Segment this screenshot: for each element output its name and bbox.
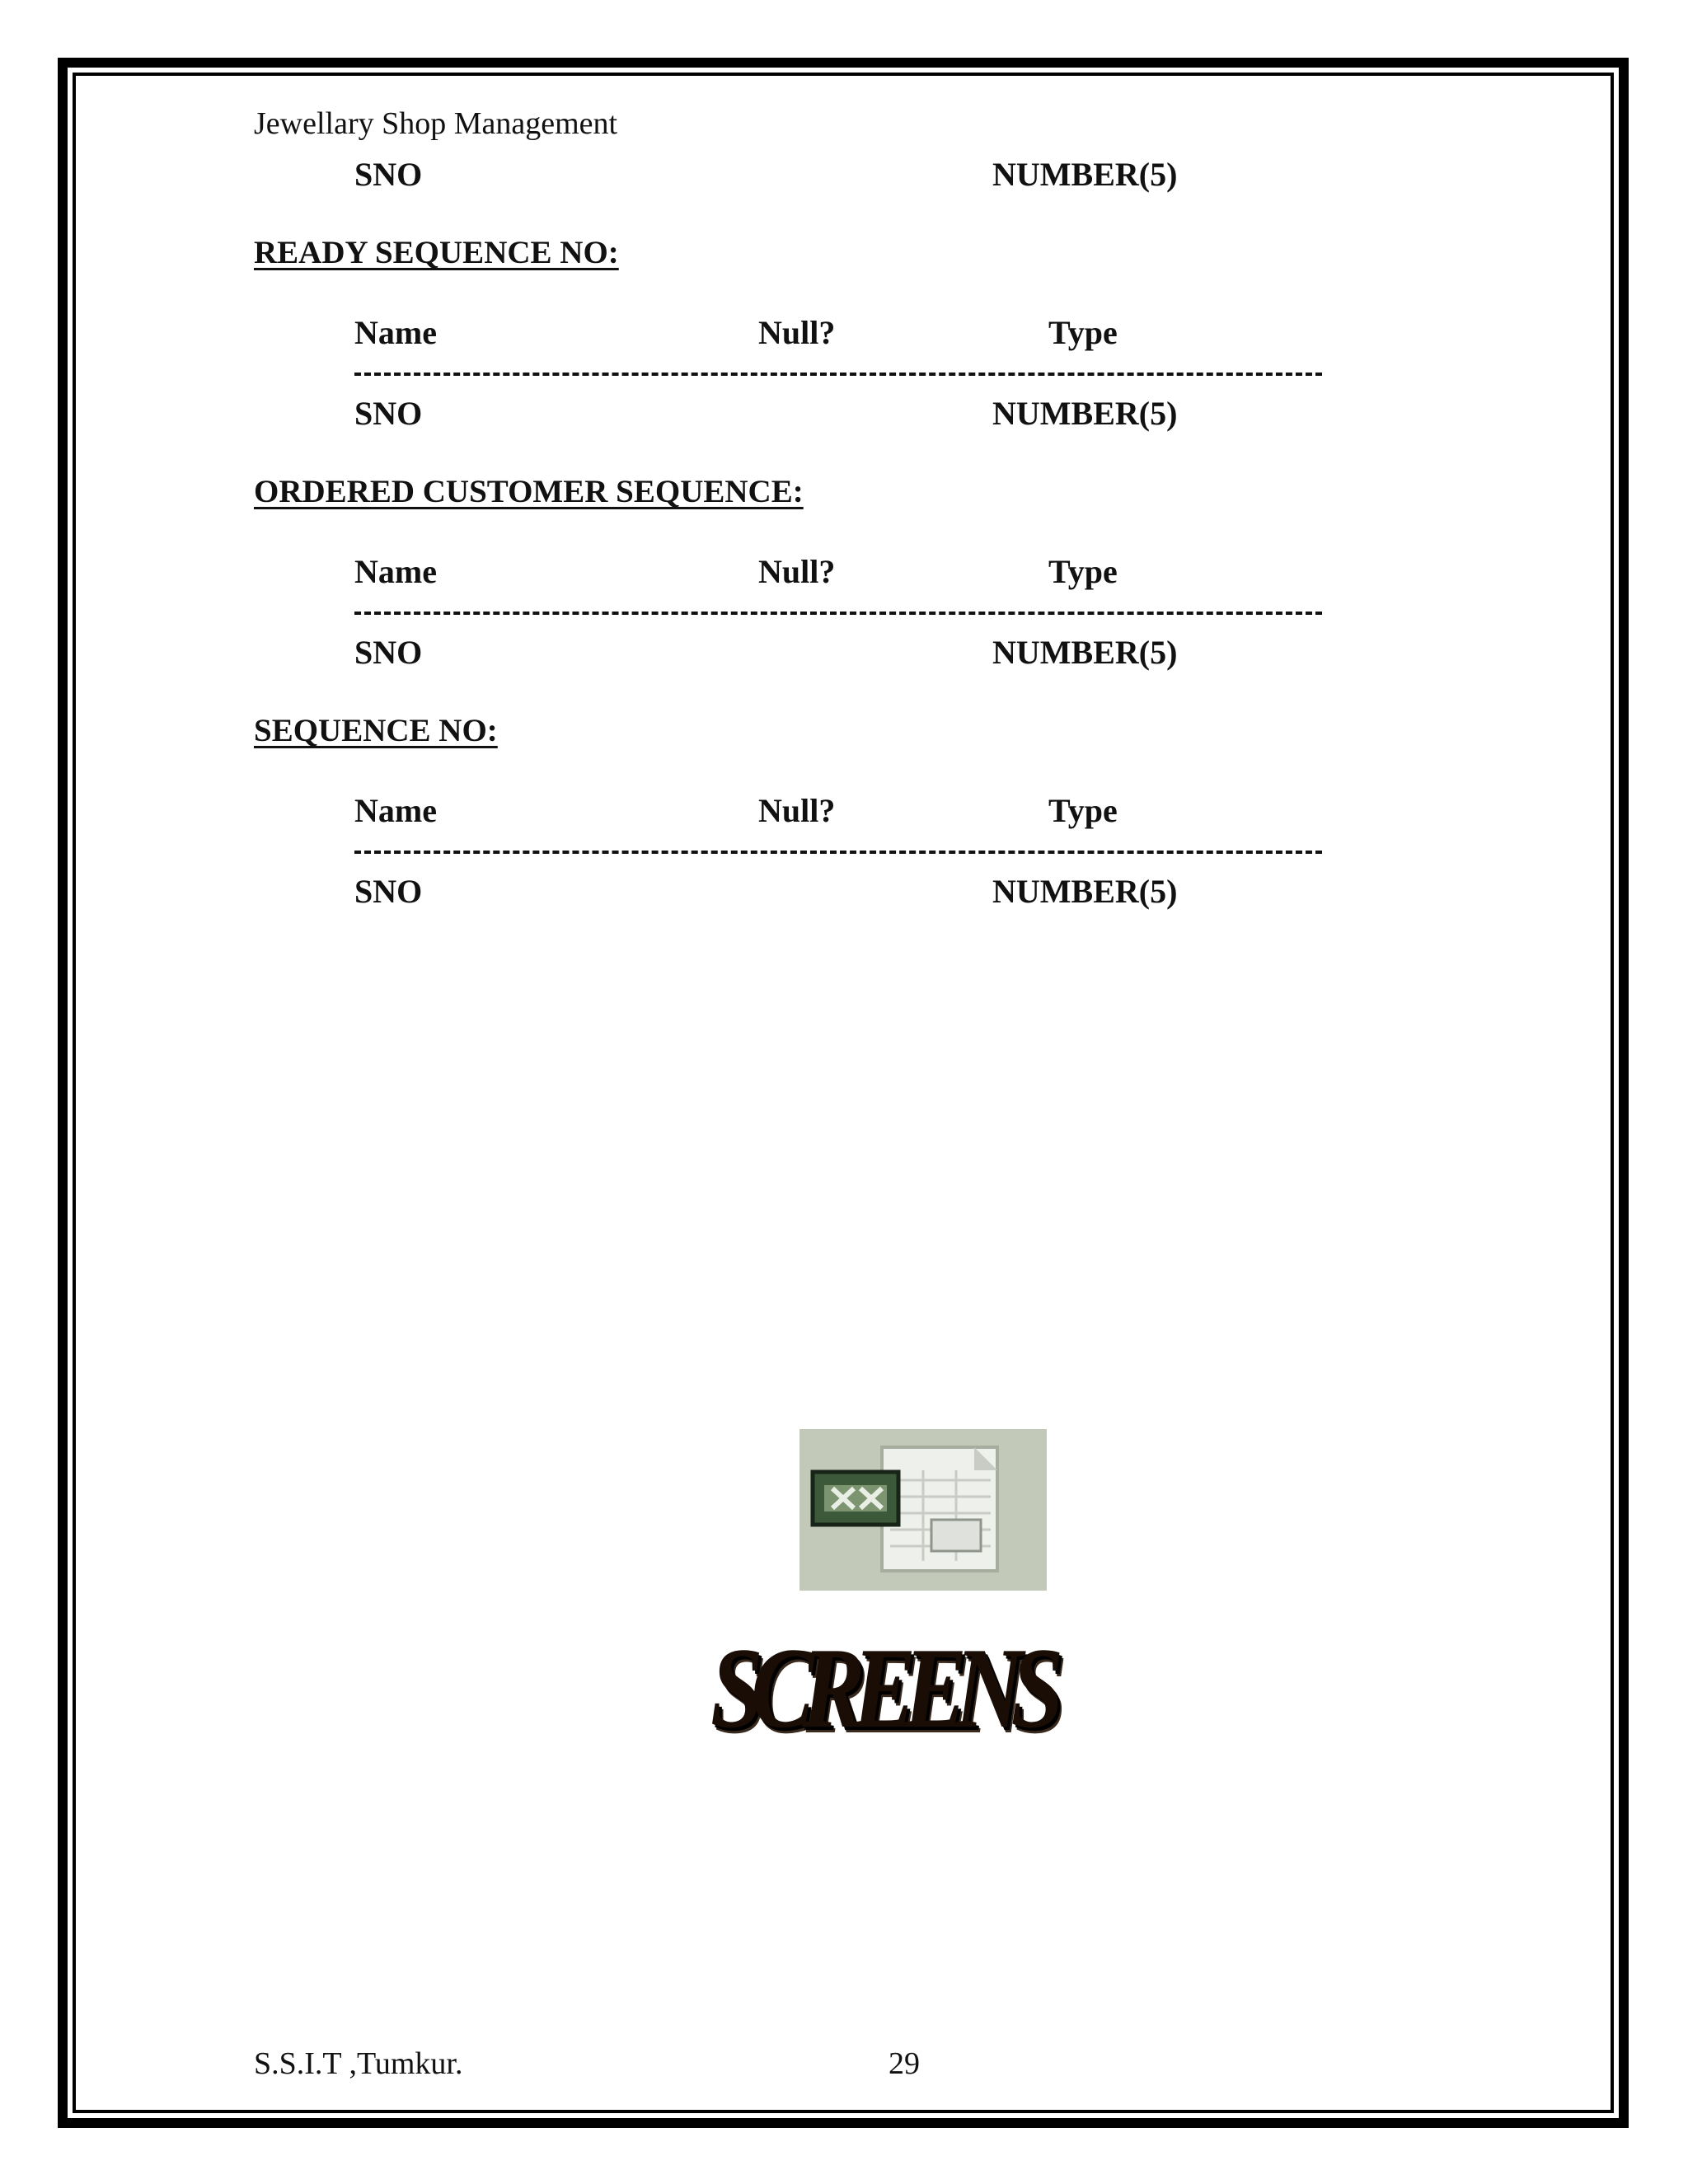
- header-divider: [354, 851, 1322, 854]
- row-name: SNO: [354, 634, 423, 671]
- spreadsheet-icon: [799, 1429, 1047, 1591]
- footer-institution: S.S.I.T ,Tumkur.: [254, 2046, 463, 2081]
- section-title-ordered-customer-sequence: ORDERED CUSTOMER SEQUENCE:: [254, 474, 804, 509]
- column-header-type: Type: [1048, 553, 1118, 590]
- row-name: SNO: [354, 395, 423, 432]
- top-row-type: NUMBER(5): [992, 156, 1178, 193]
- row-name: SNO: [354, 873, 423, 910]
- section-title-sequence-no: SEQUENCE NO:: [254, 713, 498, 748]
- row-type: NUMBER(5): [992, 395, 1178, 432]
- column-header-type: Type: [1048, 314, 1118, 351]
- column-header-null: Null?: [758, 314, 836, 351]
- header-divider: [354, 373, 1322, 376]
- section-title-ready-sequence: READY SEQUENCE NO:: [254, 235, 619, 270]
- header-divider: [354, 612, 1322, 615]
- page-number: 29: [889, 2046, 920, 2081]
- column-header-null: Null?: [758, 792, 836, 829]
- column-header-name: Name: [354, 553, 437, 590]
- page-border-inner: [73, 73, 1614, 2113]
- column-header-type: Type: [1048, 792, 1118, 829]
- column-header-name: Name: [354, 792, 437, 829]
- top-row-name: SNO: [354, 156, 423, 193]
- column-header-null: Null?: [758, 553, 836, 590]
- screens-title: SCREENS: [710, 1624, 1052, 1752]
- page-header: Jewellary Shop Management: [254, 106, 618, 141]
- row-type: NUMBER(5): [992, 873, 1178, 910]
- row-type: NUMBER(5): [992, 634, 1178, 671]
- column-header-name: Name: [354, 314, 437, 351]
